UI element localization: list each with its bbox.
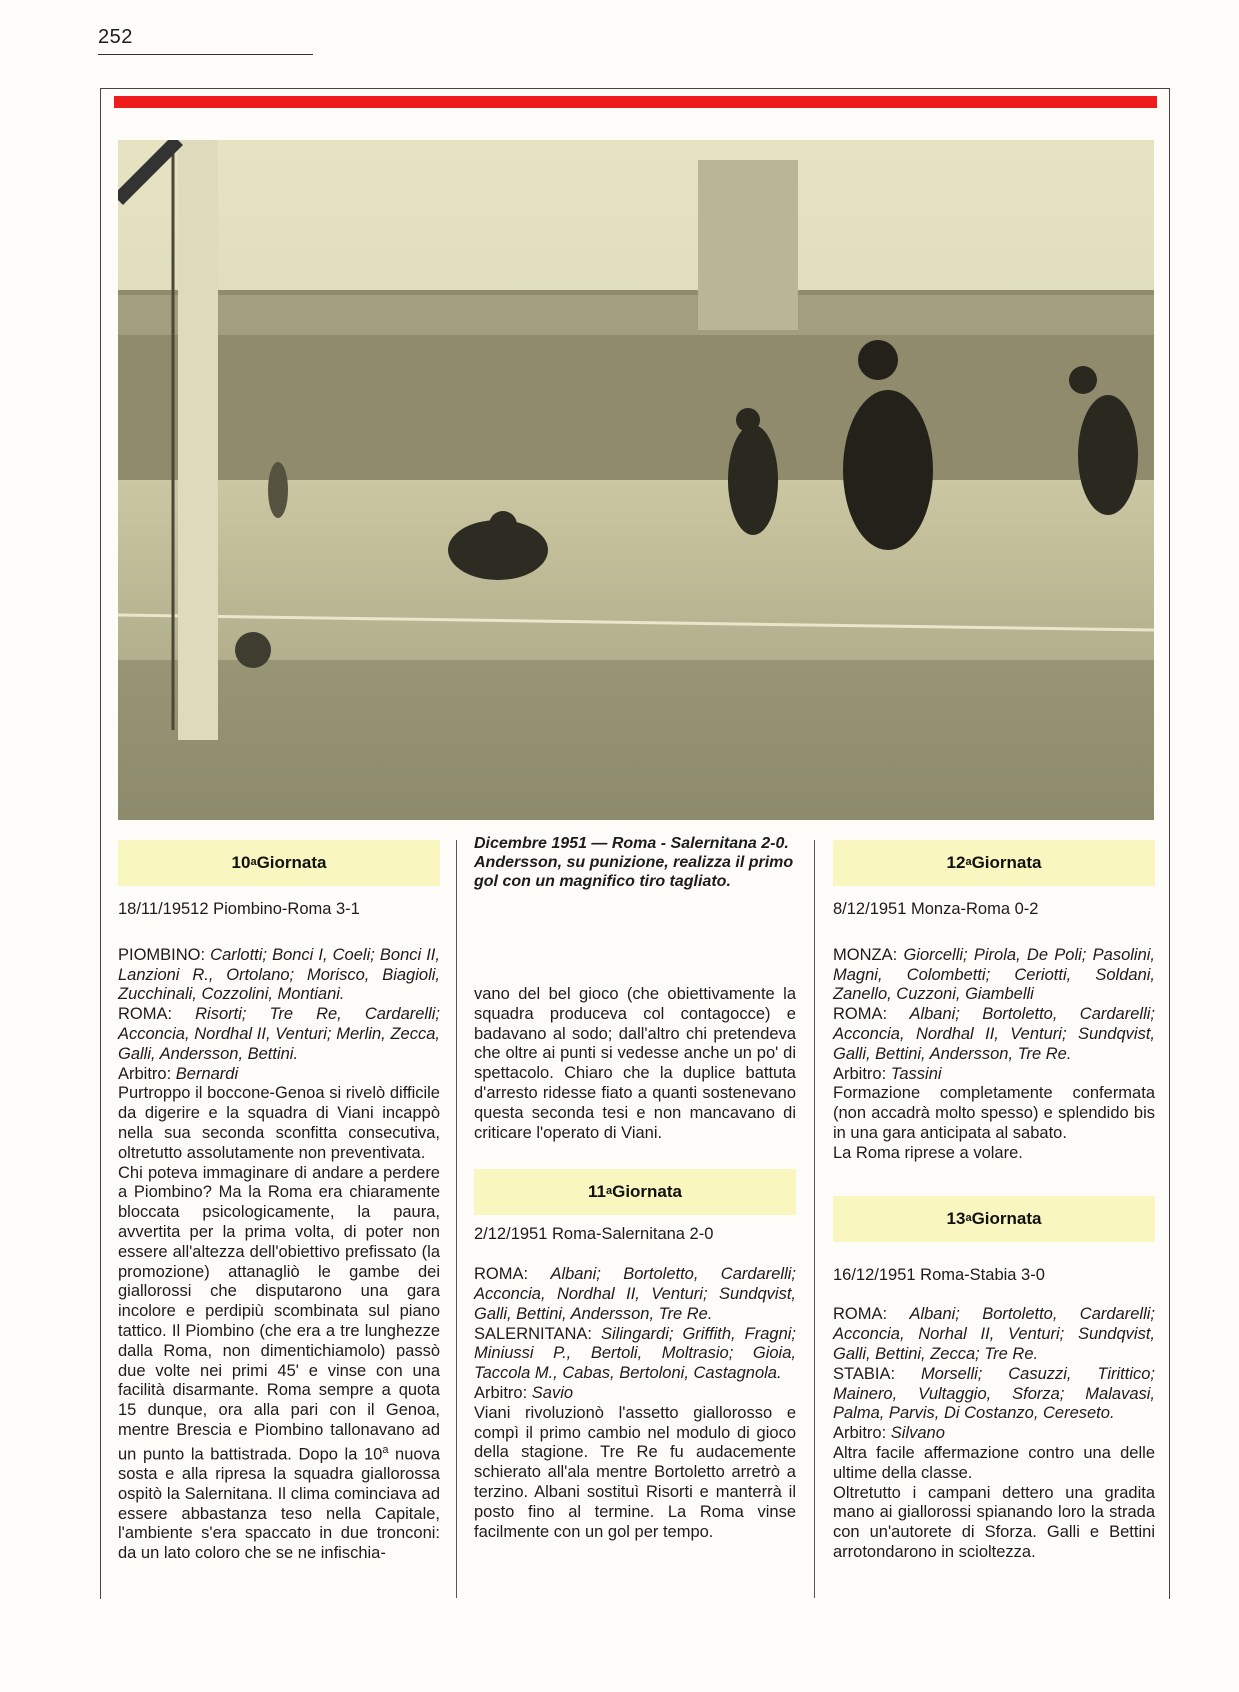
match-result: 2/12/1951 Roma-Salernitana 2-0	[474, 1225, 714, 1244]
report-paragraph: Formazione completamente confermata (non accadrà molto spesso) e splendido bis in una gara anticipata al sabato.	[833, 1084, 1155, 1142]
column-2	[474, 834, 796, 1542]
giornata-12-heading: 12 a Giornata	[833, 840, 1155, 886]
column-3	[833, 840, 1155, 1563]
lineup-roma: ROMA: Albani; Bortoletto, Cardarelli; Acconcia, Nordhal II, Venturi; Sundqvist, Galli, Bettini, Andersson, Tre Re.	[833, 1005, 1155, 1063]
lineup-roma: ROMA: Albani; Bortoletto, Cardarelli; Acconcia, Nordhal II, Venturi; Sundqvist, Galli, Bettini, Andersson, Tre Re.	[474, 1265, 796, 1323]
match-photo	[118, 140, 1154, 820]
giornata-10-heading: 10 a Giornata	[118, 840, 440, 886]
lineup-monza: MONZA: Giorcelli; Pirola, De Poli; Pasolini, Magni, Colombetti; Ceriotti, Soldani, Zanello, Cuzzoni, Giambelli	[833, 945, 1156, 1004]
referee: Arbitro: Tassini	[833, 1064, 942, 1083]
giornata-13-heading: 13 a Giornata	[833, 1196, 1155, 1242]
giornata-11-heading: 11 a Giornata	[474, 1169, 796, 1215]
match-result: 8/12/1951 Monza-Roma 0-2	[833, 900, 1039, 918]
page-number: 252	[98, 26, 133, 48]
lineup-roma: ROMA: Risorti; Tre Re, Cardarelli; Acconcia, Nordhal II, Venturi; Merlin, Zecca, Galli, Andersson, Bettini.	[118, 1005, 441, 1063]
red-header-bar	[114, 96, 1157, 108]
page-number-rule	[98, 54, 313, 55]
lineup-salernitana: SALERNITANA: Silingardi; Griffith, Fragni; Miniussi P., Bertoli, Moltrasio; Gioia, Taccola M., Cabas, Bertoloni, Castagnola.	[474, 1324, 797, 1383]
report-paragraph: Chi poteva immaginare di andare a perdere a Piombino? Ma la Roma era chiaramente bloccata psicologicamente, la paura, avvertita per la prima volta, di poter non essere all'altezza dell'obiettivo prefissato (la promozione) attanagliò le gambe dei giallorossi che disputarono una gara incolore e perdipiù scombinata sul piano tattico. Il Piombino (che era a tre lunghezze dalla Roma, non dimentichiamolo) passò due volte nei primi 45' e vinse con una facilità disarmante. Roma sempre a quota 15 dunque, ora alla pari con il Genoa, mentre Brescia e Piombino tallonavano ad un punto la battistrada. Dopo la 10$^a$ nuova sosta e alla ripresa la squadra giallorossa ospitò la Salernitana. Il clima cominciava ad essere abbastanza teso nella Capitale, l'ambiente s'era spaccato in due tronconi: da un lato coloro che se ne infischia-	[118, 1163, 441, 1563]
report-paragraph: vano del bel gioco (che obiettivamente la squadra produceva col contagocce) e badavano al sodo; dall'altro chi pretendeva che oltre ai punti si vedesse anche un po' di spettacolo. Chiaro che la duplice battuta d'arresto ridesse fiato a quanti sostenevano questa seconda tesi e non mancavano di criticare l'operato di Viani.	[474, 985, 796, 1142]
column-divider	[814, 840, 815, 1598]
column-1	[118, 840, 440, 1564]
lineup-piombino: PIOMBINO: Carlotti; Bonci I, Coeli; Bonci II, Lanzioni R., Ortolano; Morisco, Biagioli, Zucchinali, Cozzolini, Montiani.	[118, 945, 440, 1004]
lineup-roma: ROMA: Albani; Bortoletto, Cardarelli; Acconcia, Norhal II, Venturi; Sundqvist, Galli, Bettini, Zecca; Tre Re.	[833, 1305, 1155, 1363]
column-divider	[456, 840, 457, 1598]
referee: Arbitro: Bernardi	[118, 1064, 239, 1083]
report-paragraph: Oltretutto i campani dettero una gradita mano ai giallorossi spianando loro la strada con un'autorete di Sforza. Galli e Bettini arrotondarono in scioltezza.	[833, 1483, 1155, 1561]
referee: Arbitro: Savio	[474, 1383, 574, 1402]
report-paragraph: Viani rivoluzionò l'assetto giallorosso e compì il primo cambio nel modulo di gioco della stagione. Tre Re fu audacemente schierato all'ala mentre Bortoletto arretrò a terzino. Albani sostituì Risorti e manterrà il posto fino al termine. La Roma vinse facilmente con un gol per tempo.	[474, 1403, 796, 1541]
lineup-stabia: STABIA: Morselli; Casuzzi, Tirittico; Mainero, Vultaggio, Sforza; Malavasi, Palma, Parvis, Di Costanzo, Cereseto.	[833, 1364, 1155, 1423]
report-paragraph: Altra facile affermazione contro una delle ultime della classe.	[833, 1443, 1155, 1482]
match-result: 16/12/1951 Roma-Stabia 3-0	[833, 1265, 1045, 1284]
photo-caption: Dicembre 1951 — Roma - Salernitana 2-0. Andersson, su punizione, realizza il primo gol con un magnifico tiro tagliato.	[474, 835, 794, 890]
report-paragraph: La Roma riprese a volare.	[833, 1143, 1023, 1162]
report-paragraph: Purtroppo il boccone-Genoa si rivelò difficile da digerire e la squadra di Viani incappò nella sua seconda sconfitta consecutiva, oltretutto assolutamente non preventivata.	[118, 1084, 440, 1162]
referee: Arbitro: Silvano	[833, 1424, 945, 1443]
match-result: 18/11/19512 Piombino-Roma 3-1	[118, 900, 360, 918]
